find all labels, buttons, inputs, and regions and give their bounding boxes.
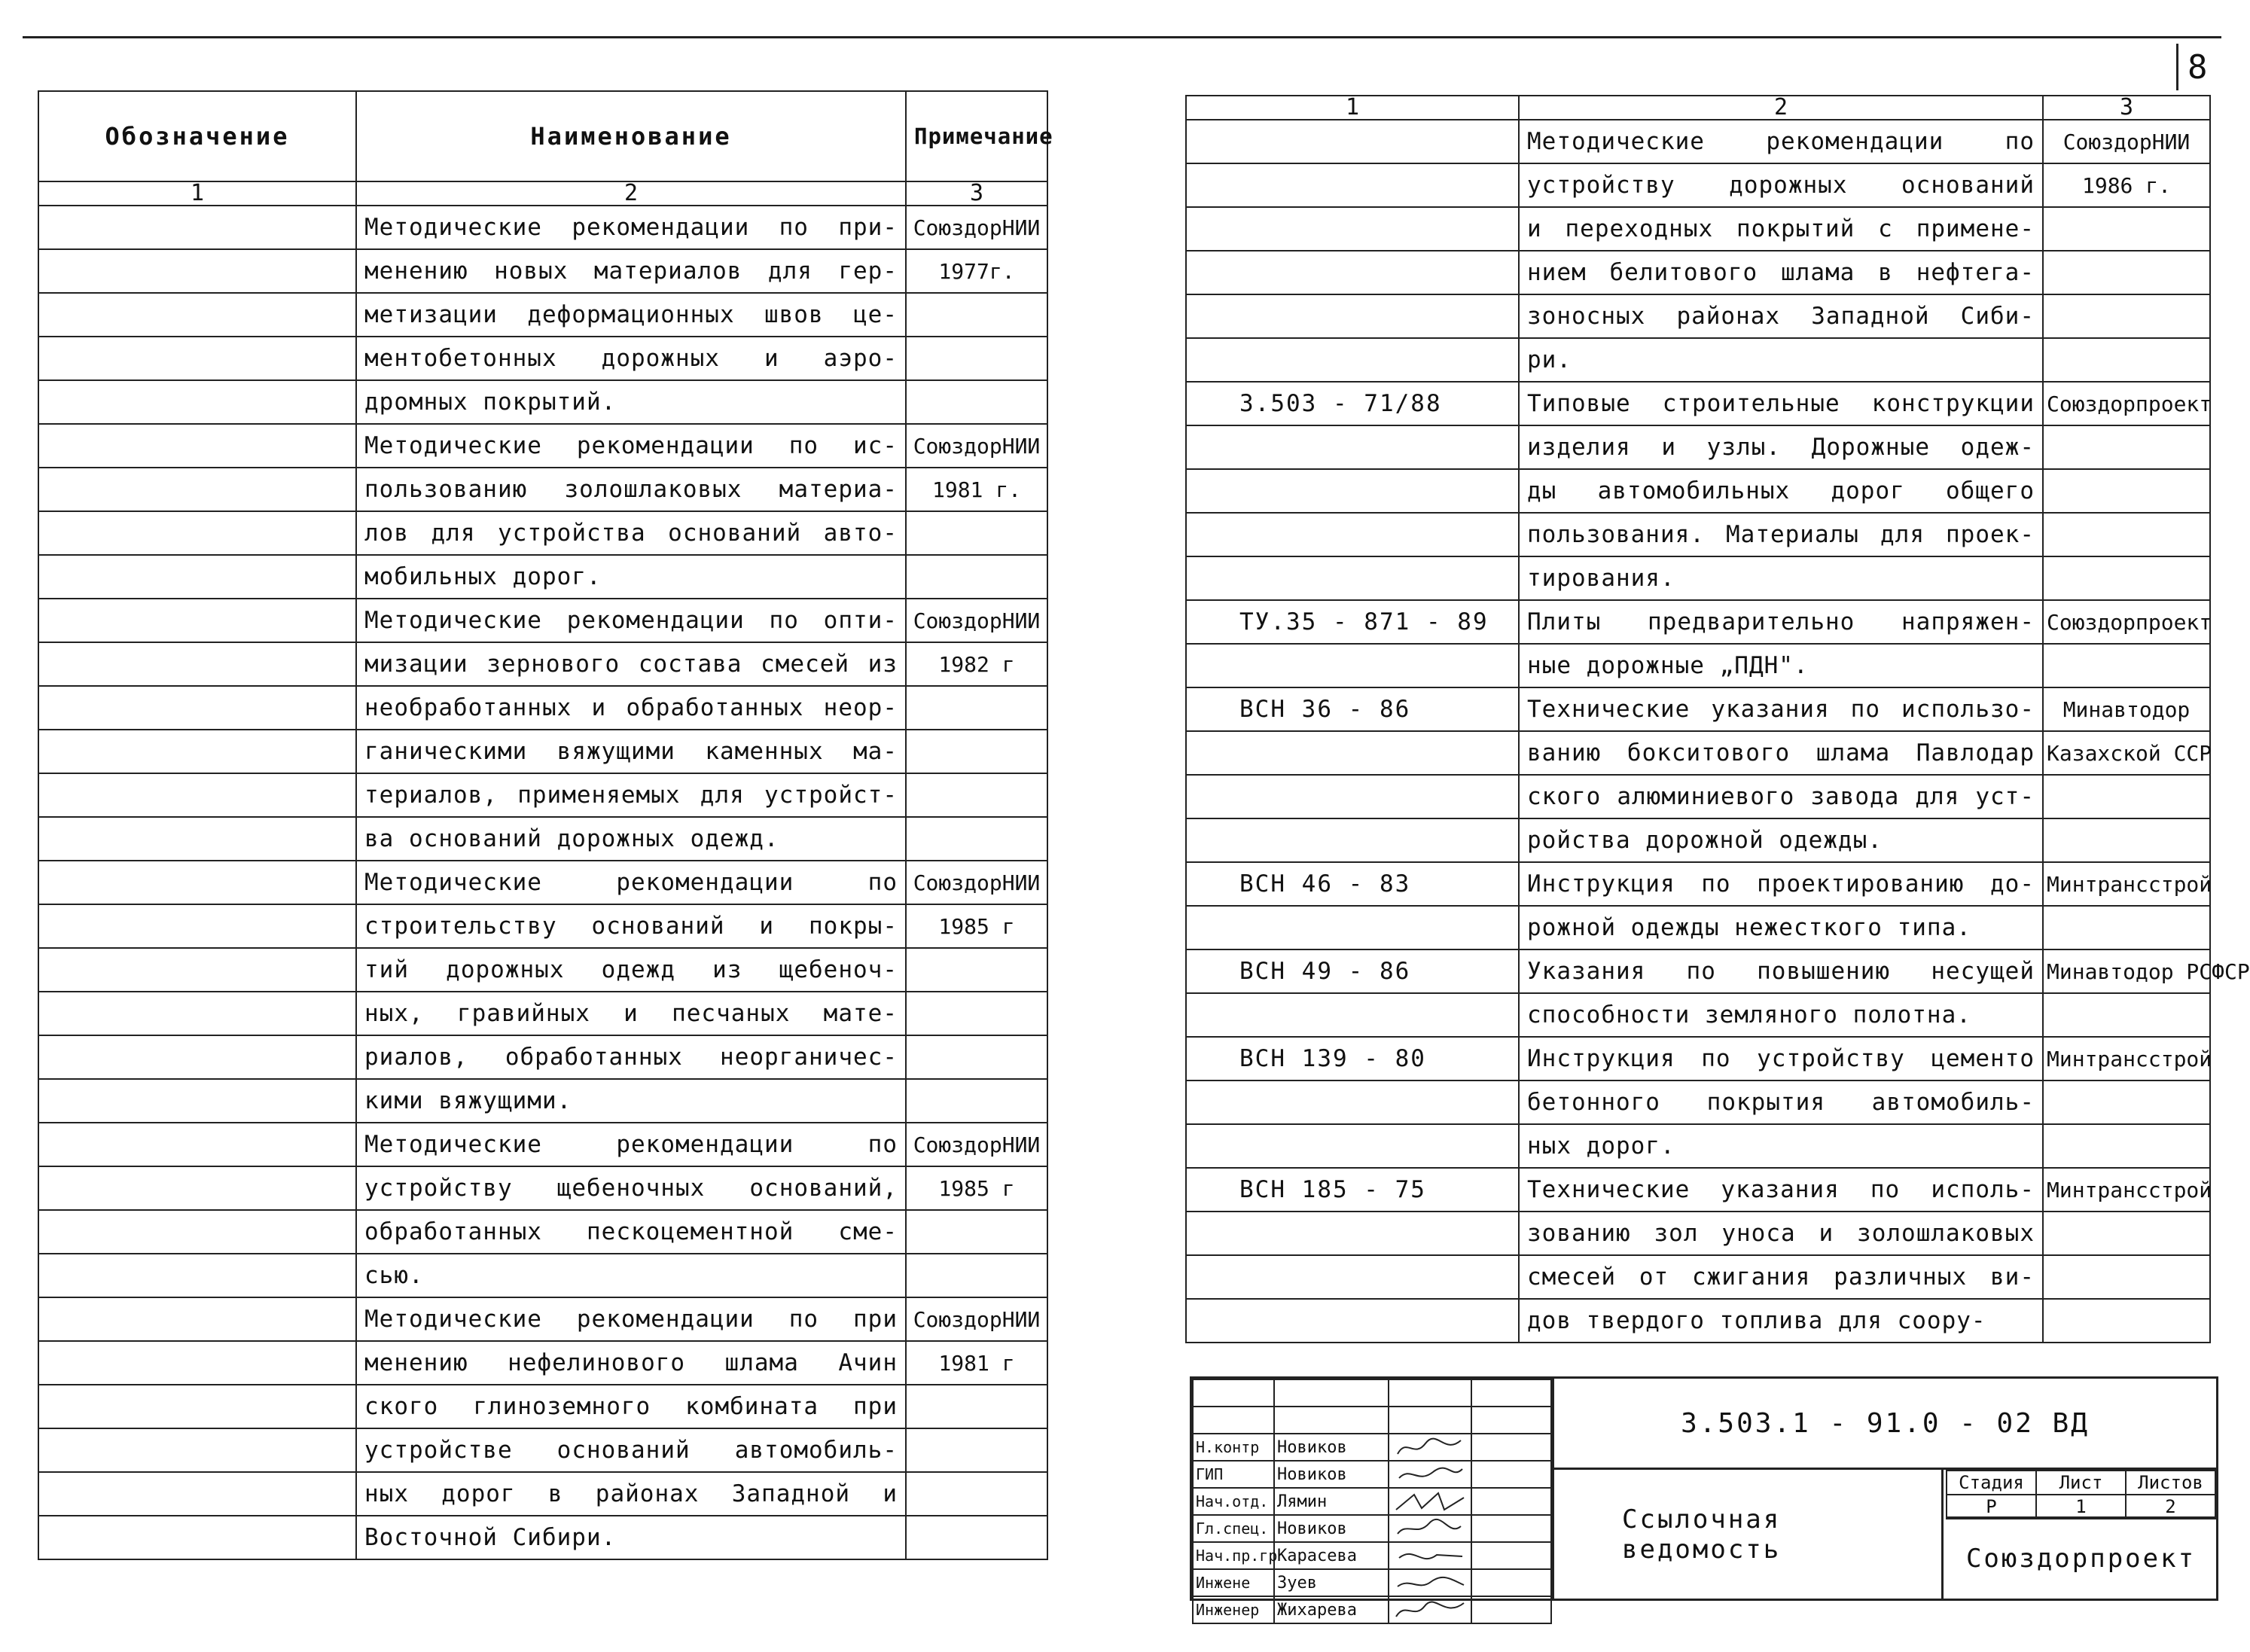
note-cell: 1977г. xyxy=(906,249,1047,293)
designation-cell xyxy=(38,249,356,293)
designation-cell xyxy=(1186,731,1519,775)
designation-cell xyxy=(1186,1212,1519,1255)
designation-cell xyxy=(1186,469,1519,513)
signer-row: Нач.отд. Лямин xyxy=(1193,1488,1551,1515)
designation-cell xyxy=(1186,251,1519,294)
designation-cell xyxy=(38,992,356,1035)
note-cell xyxy=(2043,993,2210,1037)
table-row xyxy=(38,555,1047,599)
designation-cell xyxy=(1186,513,1519,556)
name-cell: строительству оснований и покры- xyxy=(356,904,906,948)
designation-cell xyxy=(38,773,356,817)
note-cell xyxy=(2043,1255,2210,1299)
page-number: 8 xyxy=(2188,48,2208,87)
col-number-1: 1 xyxy=(38,181,356,206)
col-number-1: 1 xyxy=(1186,96,1519,120)
designation-cell xyxy=(38,380,356,424)
signature xyxy=(1389,1569,1471,1596)
name-cell: Технические указания по использо- xyxy=(1519,687,2043,731)
table-row xyxy=(38,1385,1047,1428)
table-row xyxy=(1186,425,2210,469)
designation-cell xyxy=(38,1166,356,1210)
designation-cell: ВСН 46 - 83 xyxy=(1186,862,1519,906)
name-cell: необработанных и обработанных неор- xyxy=(356,686,906,730)
left-table-body xyxy=(38,206,1047,1559)
table-row xyxy=(1186,556,2210,600)
table-row xyxy=(38,992,1047,1035)
table-row xyxy=(1186,993,2210,1037)
header-note: Примечание xyxy=(906,91,1047,181)
signature xyxy=(1389,1461,1471,1488)
table-row xyxy=(38,206,1047,249)
table-row xyxy=(38,424,1047,468)
table-row xyxy=(1186,949,2210,993)
note-cell: 1985 г xyxy=(906,1166,1047,1210)
signer-row: Инженер Жихарева xyxy=(1193,1596,1551,1623)
table-row xyxy=(38,380,1047,424)
designation-cell xyxy=(38,337,356,380)
designation-cell: ВСН 36 - 86 xyxy=(1186,687,1519,731)
designation-cell xyxy=(38,948,356,992)
designation-cell xyxy=(38,555,356,599)
name-cell: метизации деформационных швов це- xyxy=(356,293,906,337)
table-row xyxy=(1186,1037,2210,1081)
stage-label: Стадия xyxy=(1947,1471,2036,1495)
designation-cell xyxy=(1186,906,1519,949)
name-cell: обработанных пескоцементной сме- xyxy=(356,1210,906,1254)
note-cell xyxy=(906,1472,1047,1516)
name-cell: менению нефелинового шлама Ачин xyxy=(356,1341,906,1385)
table-row xyxy=(38,1166,1047,1210)
table-row xyxy=(38,861,1047,904)
name-cell: Восточной Сибири. xyxy=(356,1516,906,1559)
name-cell: ри. xyxy=(1519,338,2043,382)
designation-cell xyxy=(38,642,356,686)
note-cell xyxy=(2043,906,2210,949)
name-cell: Методические рекомендации по xyxy=(356,861,906,904)
note-cell: Минтрансстрой xyxy=(2043,1037,2210,1081)
designation-cell xyxy=(38,817,356,861)
name-cell: Технические указания по исполь- xyxy=(1519,1168,2043,1212)
note-cell xyxy=(2043,294,2210,338)
table-row xyxy=(38,1428,1047,1472)
name-cell: ванию бокситового шлама Павлодар xyxy=(1519,731,2043,775)
designation-cell xyxy=(38,1123,356,1166)
note-cell: Минтрансстрой xyxy=(2043,1168,2210,1212)
name-cell: Методические рекомендации по при xyxy=(356,1297,906,1341)
note-cell: 1981 г xyxy=(906,1341,1047,1385)
note-cell xyxy=(906,555,1047,599)
table-row xyxy=(38,642,1047,686)
top-right-tick xyxy=(2176,44,2178,90)
table-row xyxy=(1186,687,2210,731)
name-cell: смесей от сжигания различных ви- xyxy=(1519,1255,2043,1299)
designation-cell xyxy=(38,293,356,337)
designation-cell xyxy=(38,1079,356,1123)
table-row xyxy=(38,1254,1047,1297)
table-row xyxy=(38,904,1047,948)
note-cell xyxy=(906,1210,1047,1254)
name-cell: изделия и узлы. Дорожные одеж- xyxy=(1519,425,2043,469)
table-row xyxy=(1186,818,2210,862)
note-cell xyxy=(2043,775,2210,818)
document-name xyxy=(1552,1470,1944,1599)
table-row xyxy=(38,686,1047,730)
table-row xyxy=(38,1341,1047,1385)
designation-cell xyxy=(38,686,356,730)
name-cell: ментобетонных дорожных и аэро- xyxy=(356,337,906,380)
designation-cell xyxy=(1186,993,1519,1037)
note-cell xyxy=(906,1254,1047,1297)
sheet-label: Лист xyxy=(2036,1471,2126,1495)
note-cell xyxy=(906,1079,1047,1123)
note-cell xyxy=(2043,556,2210,600)
top-border-line xyxy=(23,36,2221,38)
note-cell xyxy=(2043,338,2210,382)
designation-cell xyxy=(38,1341,356,1385)
right-reference-table xyxy=(1185,94,2250,1343)
sheet-value: 1 xyxy=(2036,1495,2126,1519)
table-row xyxy=(1186,338,2210,382)
table-row xyxy=(38,817,1047,861)
designation-cell xyxy=(1186,120,1519,163)
note-cell xyxy=(2043,251,2210,294)
table-row xyxy=(1186,469,2210,513)
table-row xyxy=(1186,1081,2210,1124)
table-row xyxy=(38,1035,1047,1079)
designation-cell xyxy=(38,904,356,948)
name-cell: сью. xyxy=(356,1254,906,1297)
name-cell: способности земляного полотна. xyxy=(1519,993,2043,1037)
name-cell: Методические рекомендации по при- xyxy=(356,206,906,249)
note-cell xyxy=(906,773,1047,817)
name-cell: дромных покрытий. xyxy=(356,380,906,424)
sheets-label: Листов xyxy=(2126,1471,2215,1495)
table-row xyxy=(1186,1124,2210,1168)
note-cell xyxy=(2043,1081,2210,1124)
designation-cell xyxy=(38,424,356,468)
signer-row: Гл.спец. Новиков xyxy=(1193,1515,1551,1542)
header-name: Наименование xyxy=(356,91,906,181)
designation-cell xyxy=(1186,338,1519,382)
note-cell xyxy=(2043,207,2210,251)
designation-cell xyxy=(1186,1255,1519,1299)
note-cell: Казахской ССР xyxy=(2043,731,2210,775)
note-cell xyxy=(2043,818,2210,862)
name-cell: ных дорог. xyxy=(1519,1124,2043,1168)
table-row xyxy=(38,730,1047,773)
designation-cell xyxy=(38,206,356,249)
table-row xyxy=(38,511,1047,555)
note-cell xyxy=(906,1385,1047,1428)
header-designation: Обозначение xyxy=(38,91,356,181)
name-cell: кими вяжущими. xyxy=(356,1079,906,1123)
signer-row: ГИП Новиков xyxy=(1193,1461,1551,1488)
name-cell: нием белитового шлама в нефтега- xyxy=(1519,251,2043,294)
table-row xyxy=(38,1516,1047,1559)
note-cell xyxy=(906,380,1047,424)
name-cell: ные дорожные „ПДН". xyxy=(1519,644,2043,687)
designation-cell xyxy=(1186,294,1519,338)
table-row xyxy=(1186,1255,2210,1299)
name-cell: Инструкция по проектированию до- xyxy=(1519,862,2043,906)
designation-cell xyxy=(1186,818,1519,862)
name-cell: Методические рекомендации по xyxy=(356,1123,906,1166)
name-cell: ных, гравийных и песчаных мате- xyxy=(356,992,906,1035)
col-number-3: 3 xyxy=(2043,96,2210,120)
table-row xyxy=(1186,251,2210,294)
note-cell: 1982 г xyxy=(906,642,1047,686)
note-cell: СоюздорНИИ xyxy=(906,1123,1047,1166)
name-cell: бетонного покрытия автомобиль- xyxy=(1519,1081,2043,1124)
note-cell xyxy=(2043,1299,2210,1343)
name-cell: ва оснований дорожных одежд. xyxy=(356,817,906,861)
name-cell: Типовые строительные конструкции xyxy=(1519,382,2043,425)
designation-cell xyxy=(38,861,356,904)
designation-cell xyxy=(38,468,356,511)
name-cell: Методические рекомендации по ис- xyxy=(356,424,906,468)
name-cell: тирования. xyxy=(1519,556,2043,600)
left-reference-table xyxy=(38,90,1053,1560)
note-cell: Союздорпроект xyxy=(2043,382,2210,425)
table-row xyxy=(1186,382,2210,425)
name-cell: Плиты предварительно напряжен- xyxy=(1519,600,2043,644)
table-row xyxy=(38,773,1047,817)
designation-cell xyxy=(38,1472,356,1516)
table-row xyxy=(38,337,1047,380)
sheets-value: 2 xyxy=(2126,1495,2215,1519)
note-cell: 1981 г. xyxy=(906,468,1047,511)
note-cell xyxy=(2043,513,2210,556)
document-name-line-1: Ссылочная xyxy=(1622,1504,1782,1535)
designation-cell xyxy=(1186,425,1519,469)
name-cell: менению новых материалов для гер- xyxy=(356,249,906,293)
note-cell xyxy=(906,1516,1047,1559)
designation-cell xyxy=(1186,1124,1519,1168)
note-cell xyxy=(2043,469,2210,513)
col-number-3: 3 xyxy=(906,181,1047,206)
signature-table xyxy=(1192,1379,1552,1620)
name-cell: лов для устройства оснований авто- xyxy=(356,511,906,555)
designation-cell: ТУ.35 - 871 - 89 xyxy=(1186,600,1519,644)
name-cell: мизации зернового состава смесей из xyxy=(356,642,906,686)
note-cell xyxy=(2043,425,2210,469)
name-cell: ды автомобильных дорог общего xyxy=(1519,469,2043,513)
signature xyxy=(1389,1515,1471,1542)
table-row xyxy=(1186,1168,2210,1212)
right-table-body xyxy=(1186,120,2250,1343)
signature xyxy=(1389,1434,1471,1461)
designation-cell xyxy=(1186,163,1519,207)
name-cell: зоносных районах Западной Сиби- xyxy=(1519,294,2043,338)
name-cell: риалов, обработанных неорганичес- xyxy=(356,1035,906,1079)
note-cell xyxy=(906,686,1047,730)
designation-cell: ВСН 185 - 75 xyxy=(1186,1168,1519,1212)
name-cell: и переходных покрытий с примене- xyxy=(1519,207,2043,251)
name-cell: ганическими вяжущими каменных ма- xyxy=(356,730,906,773)
designation-cell xyxy=(38,1385,356,1428)
designation-cell: ВСН 49 - 86 xyxy=(1186,949,1519,993)
designation-cell xyxy=(38,1210,356,1254)
designation-cell: 3.503 - 71/88 xyxy=(1186,382,1519,425)
signature xyxy=(1389,1596,1471,1623)
table-row xyxy=(1186,120,2210,163)
table-row xyxy=(38,468,1047,511)
name-cell: Методические рекомендации по xyxy=(1519,120,2043,163)
signer-row: Нач.пр.гр Карасева xyxy=(1193,1542,1551,1569)
name-cell: устройству щебеночных оснований, xyxy=(356,1166,906,1210)
designation-cell xyxy=(1186,1081,1519,1124)
table-row xyxy=(1186,775,2210,818)
name-cell: пользования. Материалы для проек- xyxy=(1519,513,2043,556)
col-number-2: 2 xyxy=(356,181,906,206)
designation-cell xyxy=(38,599,356,642)
table-row xyxy=(1186,600,2210,644)
note-cell xyxy=(2043,1212,2210,1255)
table-row xyxy=(1186,1299,2210,1343)
document-code: 3.503.1 - 91.0 - 02 ВД xyxy=(1552,1379,2216,1470)
note-cell: СоюздорНИИ xyxy=(2043,120,2210,163)
table-row xyxy=(38,1123,1047,1166)
note-cell: Минавтодор xyxy=(2043,687,2210,731)
note-cell: 1985 г xyxy=(906,904,1047,948)
note-cell: 1986 г. xyxy=(2043,163,2210,207)
designation-cell xyxy=(1186,556,1519,600)
note-cell xyxy=(906,511,1047,555)
note-cell xyxy=(906,948,1047,992)
table-row xyxy=(38,1472,1047,1516)
note-cell xyxy=(906,1428,1047,1472)
note-cell xyxy=(906,730,1047,773)
name-cell: устройстве оснований автомобиль- xyxy=(356,1428,906,1472)
signature xyxy=(1389,1488,1471,1515)
designation-cell xyxy=(38,511,356,555)
note-cell xyxy=(906,337,1047,380)
name-cell: рожной одежды нежесткого типа. xyxy=(1519,906,2043,949)
table-row xyxy=(1186,731,2210,775)
document-name-line-2: ведомость xyxy=(1622,1534,1782,1565)
name-cell: ройства дорожной одежды. xyxy=(1519,818,2043,862)
table-row xyxy=(38,249,1047,293)
table-row xyxy=(38,599,1047,642)
note-cell: СоюздорНИИ xyxy=(906,424,1047,468)
table-row xyxy=(1186,644,2210,687)
title-block xyxy=(1190,1376,2218,1620)
table-row xyxy=(38,1210,1047,1254)
designation-cell xyxy=(38,1254,356,1297)
name-cell: ных дорог в районах Западной и xyxy=(356,1472,906,1516)
signer-row: Н.контр Новиков xyxy=(1193,1434,1551,1461)
table-row xyxy=(1186,1212,2210,1255)
name-cell: Указания по повышению несущей xyxy=(1519,949,2043,993)
col-number-2: 2 xyxy=(1519,96,2043,120)
note-cell: Минавтодор РСФСР xyxy=(2043,949,2210,993)
stage-value: Р xyxy=(1947,1495,2036,1519)
name-cell: Инструкция по устройству цементо xyxy=(1519,1037,2043,1081)
note-cell: СоюздорНИИ xyxy=(906,206,1047,249)
table-row xyxy=(38,1079,1047,1123)
note-cell xyxy=(2043,1124,2210,1168)
signature xyxy=(1389,1542,1471,1569)
note-cell xyxy=(906,817,1047,861)
designation-cell: ВСН 139 - 80 xyxy=(1186,1037,1519,1081)
name-cell: мобильных дорог. xyxy=(356,555,906,599)
organization-name: Союздорпроект xyxy=(1946,1516,2216,1599)
note-cell: СоюздорНИИ xyxy=(906,861,1047,904)
designation-cell xyxy=(38,730,356,773)
stage-sheet-table xyxy=(1946,1470,2216,1516)
table-row xyxy=(1186,862,2210,906)
designation-cell xyxy=(38,1428,356,1472)
name-cell: ского глиноземного комбината при xyxy=(356,1385,906,1428)
name-cell: устройству дорожных оснований xyxy=(1519,163,2043,207)
note-cell xyxy=(906,293,1047,337)
designation-cell xyxy=(1186,207,1519,251)
signer-row: Инжене Зуев xyxy=(1193,1569,1551,1596)
name-cell: Методические рекомендации по опти- xyxy=(356,599,906,642)
note-cell: СоюздорНИИ xyxy=(906,599,1047,642)
note-cell xyxy=(2043,644,2210,687)
table-row xyxy=(1186,513,2210,556)
table-row xyxy=(38,948,1047,992)
designation-cell xyxy=(1186,1299,1519,1343)
designation-cell xyxy=(1186,775,1519,818)
table-row xyxy=(1186,163,2210,207)
note-cell xyxy=(906,992,1047,1035)
table-row xyxy=(38,293,1047,337)
name-cell: пользованию золошлаковых материа- xyxy=(356,468,906,511)
name-cell: дов твердого топлива для соору- xyxy=(1519,1299,2043,1343)
table-row xyxy=(38,1297,1047,1341)
note-cell: Минтрансстрой xyxy=(2043,862,2210,906)
name-cell: тий дорожных одежд из щебеноч- xyxy=(356,948,906,992)
designation-cell xyxy=(1186,644,1519,687)
table-row xyxy=(1186,294,2210,338)
name-cell: ского алюминиевого завода для уст- xyxy=(1519,775,2043,818)
name-cell: зованию зол уноса и золошлаковых xyxy=(1519,1212,2043,1255)
designation-cell xyxy=(38,1035,356,1079)
note-cell xyxy=(906,1035,1047,1079)
note-cell: СоюздорНИИ xyxy=(906,1297,1047,1341)
name-cell: териалов, применяемых для устройст- xyxy=(356,773,906,817)
note-cell: Союздорпроект xyxy=(2043,600,2210,644)
designation-cell xyxy=(38,1516,356,1559)
table-row xyxy=(1186,906,2210,949)
table-row xyxy=(1186,207,2210,251)
designation-cell xyxy=(38,1297,356,1341)
